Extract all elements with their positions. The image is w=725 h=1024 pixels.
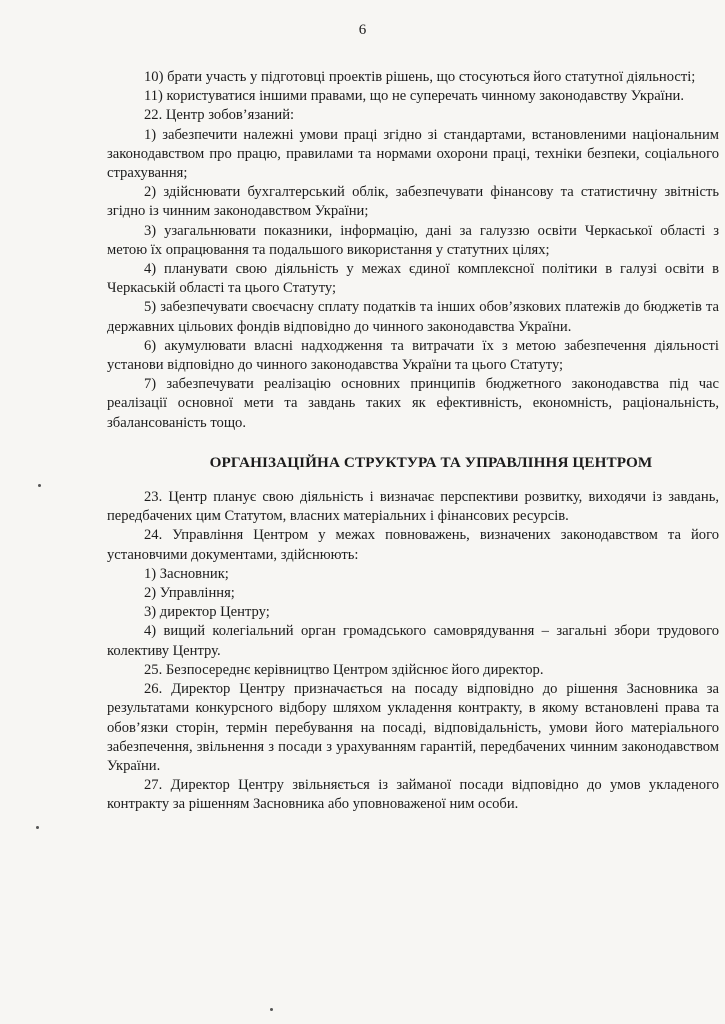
clause-24-heading: 24. Управління Центром у межах повноважень, визначених законодавством та його установчими документами, здійснюють: [107, 527, 719, 563]
page-number: 6 [358, 22, 367, 38]
list-item-11: 11) користуватися іншими правами, що не суперечать чинному законодавству України. [144, 88, 685, 105]
clause-22-item-7: 7) забезпечувати реалізацію основних принципів бюджетного законодавства під час реалізації основної мети та завдань таких як ефективність, економність, раціональність, збалансованість тощо. [107, 376, 719, 431]
clause-26: 26. Директор Центру призначається на посаду відповідно до рішення Засновника за результатами конкурсного відбору шляхом укладення контракту, в якому встановлені права та обов’язки сторін, термін перебування на посаді, відповідальність, умови його матеріального забезпечення, звільнення з посади з урахуванням гарантій, передбачених чинним законодавством України. [107, 681, 719, 774]
clause-22-heading: 22. Центр зобов’язаний: [144, 107, 295, 124]
clause-24-item-1: 1) Засновник; [144, 565, 229, 582]
scan-speck [38, 484, 41, 487]
clause-27: 27. Директор Центру звільняється із займаної посади відповідно до умов укладеного контракту за рішенням Засновника або уповноваженої ним особи. [107, 777, 719, 813]
clause-25: 25. Безпосереднє керівництво Центром здійснює його директор. [144, 661, 544, 678]
clause-22-item-1: 1) забезпечити належні умови праці згідно зі стандартами, встановленими національним законодавством про працю, правилами та нормами охорони праці, техніки безпеки, соціального страхування; [107, 126, 719, 182]
clause-22-item-3: 3) узагальнювати показники, інформацію, дані за галуззю освіти Черкаської області з метою їх опрацювання та подальшого використання у статутних цілях; [107, 222, 719, 258]
clause-24-item-4: 4) вищий колегіальний орган громадського самоврядування – загальні збори трудового колективу Центру. [107, 623, 719, 659]
clause-22-item-6: 6) акумулювати власні надходження та витрачати їх з метою забезпечення діяльності установи відповідно до чинного законодавства України та цього Статуту; [107, 337, 719, 374]
scan-speck [270, 1008, 273, 1011]
clause-24-item-3: 3) директор Центру; [144, 604, 270, 621]
clause-24-item-2: 2) Управління; [144, 585, 235, 602]
document-body [107, 68, 719, 815]
scan-speck [36, 826, 39, 829]
clause-23: 23. Центр планує свою діяльність і визначає перспективи розвитку, виходячи із завдань, передбачених цим Статутом, власних матеріальних і фінансових ресурсів. [107, 489, 719, 525]
section-title: ОРГАНІЗАЦІЙНА СТРУКТУРА ТА УПРАВЛІННЯ ЦЕНТРОМ [209, 453, 653, 471]
list-item-10: 10) брати участь у підготовці проектів рішень, що стосуються його статутної діяльності; [144, 69, 696, 85]
clause-22-item-2: 2) здійснювати бухгалтерський облік, забезпечувати фінансову та статистичну звітність згідно із чинним законодавством України; [107, 184, 719, 220]
clause-22-item-4: 4) планувати свою діяльність у межах єдиної комплексної політики в галузі освіти в Черкаській області та цього Статуту; [107, 261, 719, 297]
clause-22-item-5: 5) забезпечувати своєчасну сплату податків та інших обов’язкових платежів до бюджетів та державних цільових фондів відповідно до чинного законодавства України. [107, 299, 719, 335]
